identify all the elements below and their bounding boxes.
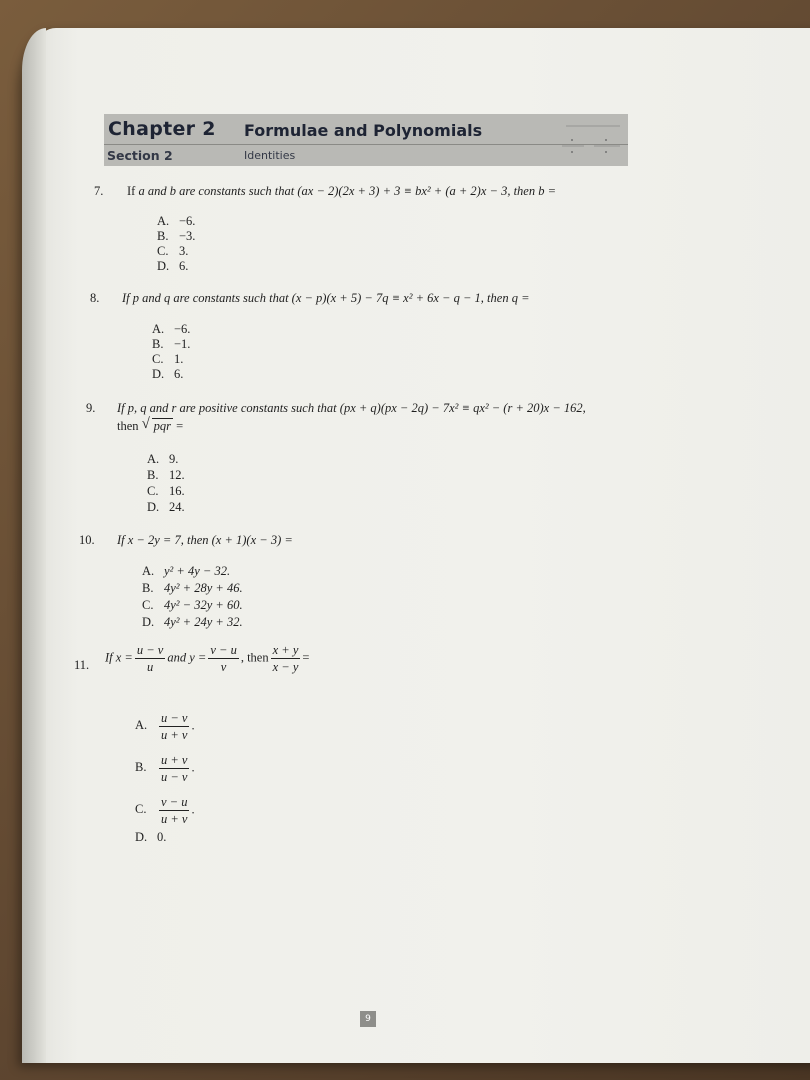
question-8-option-b[interactable] — [152, 337, 190, 352]
question-7-number: 7. — [94, 184, 104, 198]
fraction-numerator: u − v — [136, 643, 164, 657]
option-letter: A. — [142, 564, 155, 578]
option-period: . — [191, 802, 195, 817]
question-11-option-d[interactable] — [135, 830, 166, 845]
question-8-number: 8. — [90, 291, 100, 305]
question-8-option-d[interactable] — [152, 367, 183, 382]
option-fraction — [159, 794, 189, 827]
question-11-number: 11. — [74, 658, 90, 672]
question-11-and: and y = — [167, 650, 207, 665]
question-9-stem-line1: If p, q and r are positive constants such that (px + q)(px − 2q) − 7x² ≡ qx² − (r + 20)x − 162, — [117, 401, 586, 415]
question-10-option-a[interactable] — [142, 564, 230, 579]
question-8-option-c[interactable] — [152, 352, 183, 367]
chapter-label: Chapter 2 — [108, 118, 216, 140]
option-text: 0. — [157, 830, 167, 844]
option-text: 3. — [179, 244, 189, 258]
option-period: . — [191, 760, 195, 775]
option-letter: D. — [135, 830, 148, 844]
fraction-denominator: v — [220, 660, 227, 674]
option-letter: B. — [142, 581, 154, 595]
option-letter: C. — [135, 802, 147, 817]
question-9-stem-line2 — [117, 416, 184, 434]
option-letter: A. — [147, 452, 160, 466]
option-letter: D. — [157, 259, 170, 273]
question-11-equals: = — [302, 650, 310, 665]
question-11-option-c[interactable] — [135, 794, 195, 827]
radicand: pqr — [153, 419, 172, 433]
section-label: Section 2 — [107, 148, 173, 163]
page-number: 9 — [360, 1011, 376, 1027]
question-11-if: If x = — [105, 650, 133, 665]
question-7-option-d[interactable] — [157, 259, 188, 274]
radical-sign-icon: √ — [141, 416, 150, 432]
option-letter: C. — [152, 352, 164, 366]
question-11-option-b[interactable] — [135, 752, 195, 785]
question-9-option-c[interactable] — [147, 484, 185, 499]
option-letter: C. — [147, 484, 159, 498]
question-9-then: then — [117, 419, 139, 433]
option-period: . — [191, 718, 195, 733]
decorative-formula-graphic — [560, 118, 624, 162]
fraction-denominator: x − y — [272, 660, 299, 674]
option-text: −3. — [179, 229, 196, 243]
option-text: 16. — [169, 484, 185, 498]
fraction-target — [271, 642, 301, 675]
question-9-equals: = — [176, 419, 184, 433]
square-root — [141, 416, 173, 434]
question-8-option-a[interactable] — [152, 322, 190, 337]
question-10-number: 10. — [79, 533, 95, 547]
option-letter: C. — [157, 244, 169, 258]
question-9-option-a[interactable] — [147, 452, 178, 467]
option-fraction — [159, 710, 189, 743]
question-10-option-b[interactable] — [142, 581, 243, 596]
question-7-option-c[interactable] — [157, 244, 188, 259]
fraction-denominator: u — [146, 660, 154, 674]
option-letter: A. — [157, 214, 170, 228]
option-letter: B. — [157, 229, 169, 243]
option-text: 12. — [169, 468, 185, 482]
option-text: −6. — [174, 322, 191, 336]
question-7-stem-rest: a and b are constants such that (ax − 2)(2x + 3) + 3 ≡ bx² + (a + 2)x − 3, then b = — [138, 184, 557, 198]
option-text: −1. — [174, 337, 191, 351]
option-text: 6. — [174, 367, 184, 381]
fraction-numerator: x + y — [272, 643, 299, 657]
option-text: −6. — [179, 214, 196, 228]
chapter-header — [104, 114, 628, 166]
fraction-denominator: u − v — [161, 770, 188, 784]
option-letter: D. — [147, 500, 160, 514]
option-text: y² + 4y − 32. — [164, 564, 231, 578]
question-10-stem: If x − 2y = 7, then (x + 1)(x − 3) = — [117, 533, 293, 547]
question-11-option-a[interactable] — [135, 710, 195, 743]
option-letter: D. — [152, 367, 165, 381]
fraction-y — [208, 642, 238, 675]
option-letter: B. — [152, 337, 164, 351]
question-9-option-b[interactable] — [147, 468, 185, 483]
question-7-stem — [127, 184, 556, 199]
option-letter: B. — [135, 760, 147, 775]
option-text: 4y² + 28y + 46. — [164, 581, 243, 595]
fraction-denominator: u + v — [161, 728, 188, 742]
option-letter: A. — [135, 718, 148, 733]
book-page — [22, 28, 810, 1063]
chapter-title: Formulae and Polynomials — [244, 121, 483, 140]
option-letter: B. — [147, 468, 159, 482]
question-7-stem-pre: If — [127, 184, 139, 198]
option-text: 1. — [174, 352, 184, 366]
question-9-number: 9. — [86, 401, 96, 415]
fraction-numerator: u + v — [161, 753, 188, 767]
question-7-option-b[interactable] — [157, 229, 195, 244]
fraction-x — [135, 642, 165, 675]
fraction-numerator: v − u — [210, 643, 237, 657]
option-letter: C. — [142, 598, 154, 612]
question-10-option-d[interactable] — [142, 615, 243, 630]
option-text: 6. — [179, 259, 189, 273]
option-text: 4y² − 32y + 60. — [164, 598, 243, 612]
option-text: 9. — [169, 452, 179, 466]
question-11-stem — [105, 642, 309, 675]
question-7-option-a[interactable] — [157, 214, 195, 229]
fraction-numerator: v − u — [161, 795, 188, 809]
option-text: 24. — [169, 500, 185, 514]
option-fraction — [159, 752, 189, 785]
question-11-then: , then — [240, 650, 269, 665]
option-letter: D. — [142, 615, 155, 629]
fraction-numerator: u − v — [161, 711, 188, 725]
question-8-stem: If p and q are constants such that (x − p)(x + 5) − 7q ≡ x² + 6x − q − 1, then q = — [122, 291, 530, 305]
header-divider — [104, 144, 628, 145]
section-title: Identities — [244, 149, 296, 162]
option-text: 4y² + 24y + 32. — [164, 615, 243, 629]
option-letter: A. — [152, 322, 165, 336]
fraction-denominator: u + v — [161, 812, 188, 826]
question-9-option-d[interactable] — [147, 500, 185, 515]
question-10-option-c[interactable] — [142, 598, 243, 613]
